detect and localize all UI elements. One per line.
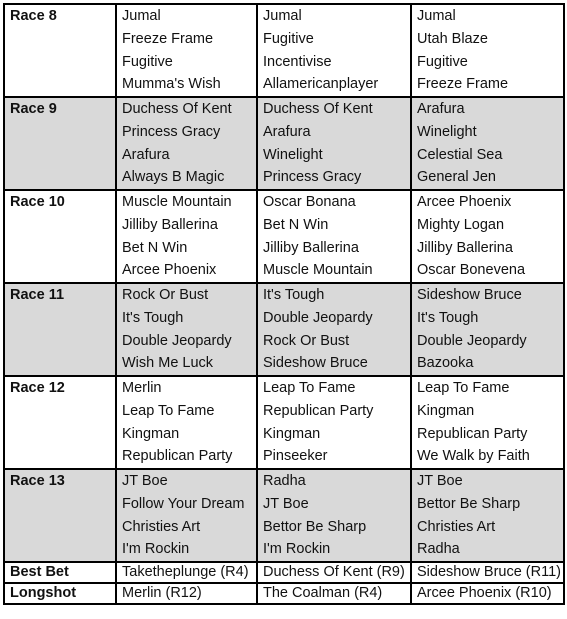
horse-selection: General Jen	[417, 169, 496, 186]
horse-selection: Sideshow Bruce	[417, 287, 522, 303]
horse-selection: Duchess Of Kent	[263, 101, 373, 117]
tipster-column-cell	[411, 283, 564, 376]
tipster-column-cell	[257, 469, 411, 562]
tipster-column-cell	[257, 97, 411, 190]
horse-selection: I'm Rockin	[122, 541, 190, 558]
horse-selection: Leap To Fame	[122, 402, 215, 419]
tipster-column-cell	[116, 97, 257, 190]
tips-table-body	[4, 4, 564, 604]
horse-selection: Double Jeopardy	[263, 309, 373, 326]
tipster-column-cell	[116, 283, 257, 376]
horse-selection: Mighty Logan	[417, 216, 505, 233]
horse-selection: Princess Gracy	[263, 169, 362, 186]
horse-selection: Oscar Bonana	[263, 194, 356, 210]
race-label: Race 12	[4, 376, 116, 469]
tipster-column-cell	[411, 4, 564, 97]
horse-selection: Merlin	[122, 380, 162, 396]
race-row	[4, 97, 564, 190]
tipster-column-cell	[411, 469, 564, 562]
horse-selection: Arcee Phoenix	[417, 194, 512, 210]
horse-selection: Arcee Phoenix	[122, 262, 217, 279]
horse-selection: Muscle Mountain	[122, 194, 232, 210]
horse-selection: Always B Magic	[122, 169, 225, 186]
tipster-column-cell	[411, 376, 564, 469]
longshot-row-cell	[411, 583, 564, 604]
horse-selection: JT Boe	[263, 495, 309, 512]
race-row	[4, 4, 564, 97]
horse-selection: It's Tough	[122, 309, 184, 326]
race-row	[4, 190, 564, 283]
race-label: Race 9	[4, 97, 116, 190]
race-row	[4, 376, 564, 469]
horse-selection: Utah Blaze	[417, 30, 488, 47]
horse-selection: Jumal	[122, 8, 161, 24]
horse-selection: Fugitive	[417, 53, 468, 70]
race-row	[4, 469, 564, 562]
horse-selection: Fugitive	[263, 30, 314, 47]
horse-selection: Christies Art	[417, 518, 496, 535]
horse-selection: Republican Party	[263, 402, 374, 419]
longshot-row	[4, 583, 564, 604]
horse-selection: It's Tough	[417, 309, 479, 326]
horse-selection: Mumma's Wish	[122, 76, 221, 93]
tips-table	[3, 3, 565, 605]
horse-selection: Bazooka	[417, 355, 474, 372]
horse-selection: Follow Your Dream	[122, 495, 245, 512]
horse-selection: Wish Me Luck	[122, 355, 214, 372]
tipster-column-cell	[257, 376, 411, 469]
horse-selection: Arafura	[417, 101, 465, 117]
horse-selection: Double Jeopardy	[417, 332, 527, 349]
horse-selection: Radha	[263, 473, 306, 489]
horse-selection: Arcee Phoenix (R10)	[417, 585, 552, 601]
horse-selection: Freeze Frame	[122, 30, 214, 47]
horse-selection: Jilliby Ballerina	[122, 216, 218, 233]
tipster-column-cell	[411, 190, 564, 283]
longshot-row-label: Longshot	[4, 583, 116, 604]
horse-selection: Allamericanplayer	[263, 76, 379, 93]
horse-selection: The Coalman (R4)	[263, 585, 383, 601]
horse-selection: Arafura	[122, 146, 170, 163]
horse-selection: It's Tough	[263, 287, 325, 303]
horse-selection: Merlin (R12)	[122, 585, 202, 601]
horse-selection: Bet N Win	[122, 239, 188, 256]
race-label: Race 11	[4, 283, 116, 376]
horse-selection: Republican Party	[122, 448, 233, 465]
horse-selection: Christies Art	[122, 518, 201, 535]
horse-selection: Kingman	[122, 425, 180, 442]
horse-selection: Rock Or Bust	[263, 332, 350, 349]
best-bet-row-cell	[116, 562, 257, 583]
horse-selection: Bettor Be Sharp	[263, 518, 367, 535]
longshot-row-cell	[116, 583, 257, 604]
horse-selection: Duchess Of Kent	[122, 101, 232, 117]
tipster-column-cell	[411, 97, 564, 190]
horse-selection: JT Boe	[417, 473, 463, 489]
horse-selection: I'm Rockin	[263, 541, 331, 558]
horse-selection: Jilliby Ballerina	[417, 239, 513, 256]
horse-selection: We Walk by Faith	[417, 448, 530, 465]
horse-selection: Winelight	[417, 123, 477, 140]
horse-selection: JT Boe	[122, 473, 168, 489]
horse-selection: Radha	[417, 541, 460, 558]
tipster-column-cell	[257, 283, 411, 376]
horse-selection: Freeze Frame	[417, 76, 509, 93]
best-bet-row-cell	[411, 562, 564, 583]
horse-selection: Celestial Sea	[417, 146, 503, 163]
horse-selection: Muscle Mountain	[263, 262, 373, 279]
horse-selection: Jumal	[263, 8, 302, 24]
horse-selection: Sideshow Bruce	[263, 355, 368, 372]
horse-selection: Taketheplunge (R4)	[122, 564, 249, 580]
longshot-row-cell	[257, 583, 411, 604]
horse-selection: Incentivise	[263, 53, 332, 70]
horse-selection: Jumal	[417, 8, 456, 24]
horse-selection: Pinseeker	[263, 448, 328, 465]
tipster-column-cell	[116, 376, 257, 469]
race-row	[4, 283, 564, 376]
horse-selection: Republican Party	[417, 425, 528, 442]
horse-selection: Princess Gracy	[122, 123, 221, 140]
horse-selection: Leap To Fame	[417, 380, 510, 396]
horse-selection: Oscar Bonevena	[417, 262, 526, 279]
tipster-column-cell	[257, 190, 411, 283]
horse-selection: Winelight	[263, 146, 323, 163]
race-label: Race 8	[4, 4, 116, 97]
best-bet-row	[4, 562, 564, 583]
horse-selection: Fugitive	[122, 53, 173, 70]
tipster-column-cell	[116, 469, 257, 562]
tipster-column-cell	[257, 4, 411, 97]
horse-selection: Bet N Win	[263, 216, 329, 233]
best-bet-row-cell	[257, 562, 411, 583]
tipster-column-cell	[116, 190, 257, 283]
horse-selection: Kingman	[417, 402, 475, 419]
horse-selection: Sideshow Bruce (R11)	[417, 564, 561, 580]
horse-selection: Leap To Fame	[263, 380, 356, 396]
race-label: Race 10	[4, 190, 116, 283]
horse-selection: Bettor Be Sharp	[417, 495, 521, 512]
best-bet-row-label: Best Bet	[4, 562, 116, 583]
race-label: Race 13	[4, 469, 116, 562]
tipster-column-cell	[116, 4, 257, 97]
horse-selection: Arafura	[263, 123, 311, 140]
horse-selection: Jilliby Ballerina	[263, 239, 359, 256]
horse-selection: Double Jeopardy	[122, 332, 232, 349]
horse-selection: Kingman	[263, 425, 321, 442]
horse-selection: Rock Or Bust	[122, 287, 209, 303]
horse-selection: Duchess Of Kent (R9)	[263, 564, 405, 580]
